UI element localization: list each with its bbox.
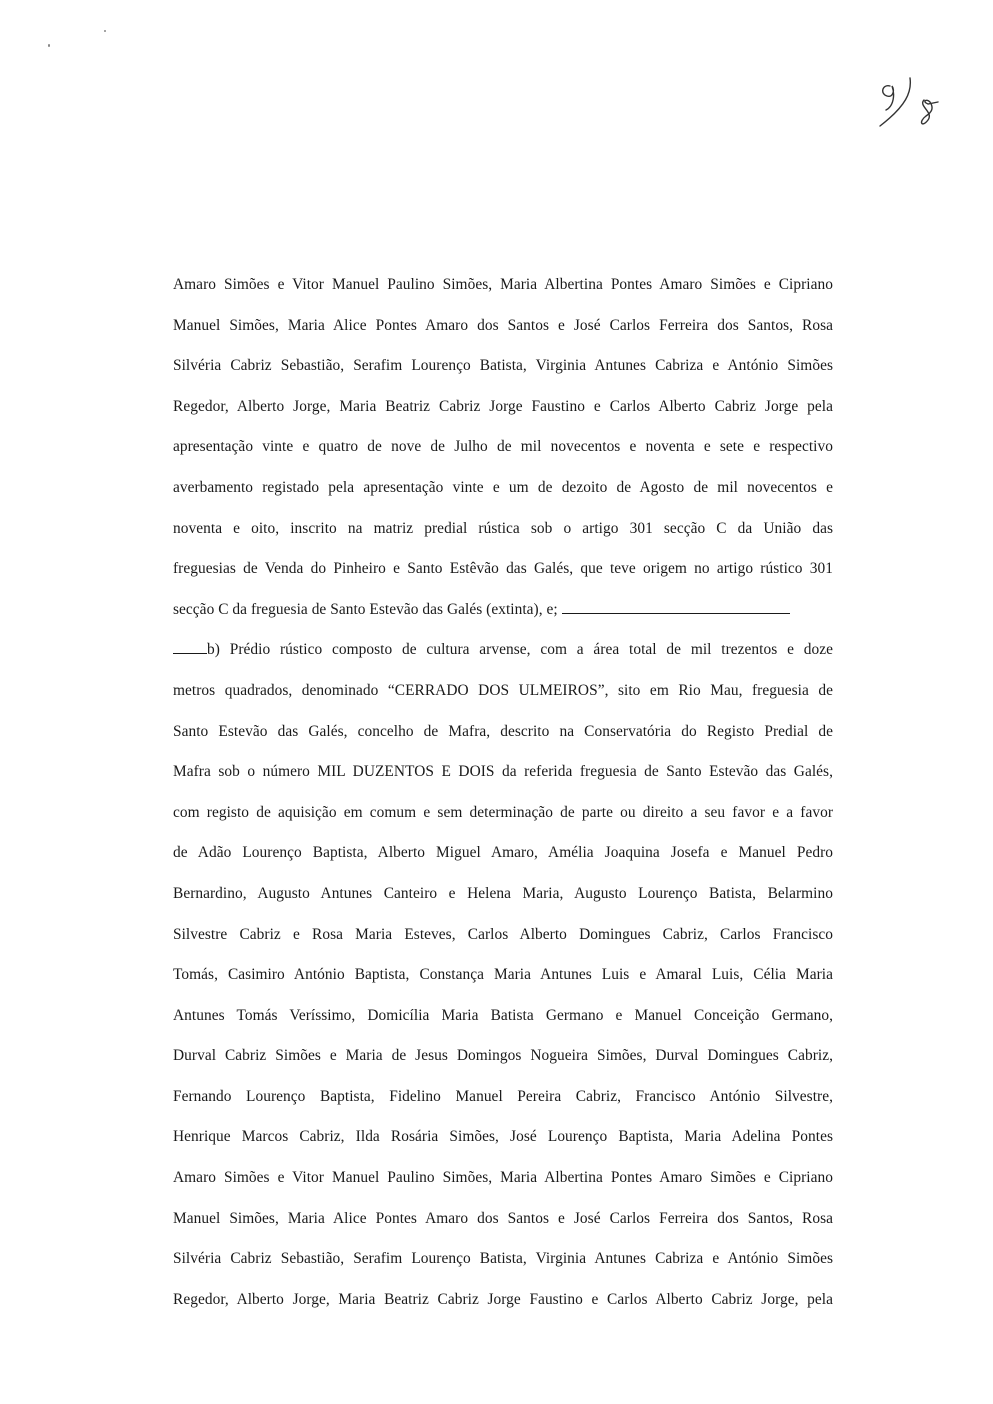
fill-in-blank-line xyxy=(562,601,790,614)
text-line: freguesias de Venda do Pinheiro e Santo Estêvão das Galés, que teve origem no artigo rústico 301 xyxy=(173,560,833,578)
paragraph-b xyxy=(173,671,833,1321)
text-line: apresentação vinte e quatro de nove de Julho de mil novecentos e noventa e sete e respectivo xyxy=(173,438,833,456)
text-line: Santo Estevão das Galés, concelho de Mafra, descrito na Conservatória do Registo Predial de xyxy=(173,722,833,740)
text-line: de Adão Lourenço Baptista, Alberto Miguel Amaro, Amélia Joaquina Josefa e Manuel Pedro xyxy=(173,844,833,862)
text-line: Regedor, Alberto Jorge, Maria Beatriz Cabriz Jorge Faustino e Carlos Alberto Cabriz Jorge, pela xyxy=(173,1290,833,1308)
scan-speck xyxy=(104,30,106,32)
paragraph-a xyxy=(173,265,833,590)
text-line: Antunes Tomás Veríssimo, Domicília Maria Batista Germano e Manuel Conceição Germano, xyxy=(173,1006,833,1024)
text-line: Henrique Marcos Cabriz, Ilda Rosária Simões, José Lourenço Baptista, Maria Adelina Pontes xyxy=(173,1128,833,1146)
text-line: Manuel Simões, Maria Alice Pontes Amaro dos Santos e José Carlos Ferreira dos Santos, Rosa xyxy=(173,1209,833,1227)
paragraph-a-closing-line: secção C da freguesia de Santo Estevão das Galés (extinta), e; xyxy=(173,590,833,631)
text-line: Bernardino, Augusto Antunes Canteiro e Helena Maria, Augusto Lourenço Batista, Belarmino xyxy=(173,884,833,902)
paragraph-b-first-line: b) Prédio rústico composto de cultura arvense, com a área total de mil trezentos e doze xyxy=(173,630,833,671)
text-line: Silvéria Cabriz Sebastião, Serafim Lourenço Batista, Virginia Antunes Cabriza e António Simões xyxy=(173,1250,833,1268)
text-line: Fernando Lourenço Baptista, Fidelino Manuel Pereira Cabriz, Francisco António Silvestre, xyxy=(173,1087,833,1105)
scan-speck xyxy=(48,44,50,47)
document-body xyxy=(173,265,833,1320)
text-line: Silvestre Cabriz e Rosa Maria Esteves, Carlos Alberto Domingues Cabriz, Carlos Francisco xyxy=(173,925,833,943)
text-line: Tomás, Casimiro António Baptista, Constança Maria Antunes Luis e Amaral Luis, Célia Maria xyxy=(173,966,833,984)
handwritten-page-number xyxy=(868,72,948,142)
text-line: Amaro Simões e Vitor Manuel Paulino Simões, Maria Albertina Pontes Amaro Simões e Cipriano xyxy=(173,1169,833,1187)
text-line: averbamento registado pela apresentação vinte e um de dezoito de Agosto de mil novecentos e xyxy=(173,478,833,496)
text-line: Regedor, Alberto Jorge, Maria Beatriz Cabriz Jorge Faustino e Carlos Alberto Cabriz Jorge pela xyxy=(173,397,833,415)
text-line: Amaro Simões e Vitor Manuel Paulino Simões, Maria Albertina Pontes Amaro Simões e Cipriano xyxy=(173,276,833,293)
text-line: com registo de aquisição em comum e sem determinação de parte ou direito a seu favor e a favor xyxy=(173,803,833,821)
text-line: metros quadrados, denominado “CERRADO DOS ULMEIROS”, sito em Rio Mau, freguesia de xyxy=(173,681,833,699)
text-line: Silvéria Cabriz Sebastião, Serafim Lourenço Batista, Virginia Antunes Cabriza e António Simões xyxy=(173,357,833,375)
text-line: Durval Cabriz Simões e Maria de Jesus Domingos Nogueira Simões, Durval Domingues Cabriz, xyxy=(173,1047,833,1065)
leading-blank-line xyxy=(173,641,207,654)
text-line: noventa e oito, inscrito na matriz predial rústica sob o artigo 301 secção C da União das xyxy=(173,519,833,537)
text-line: Manuel Simões, Maria Alice Pontes Amaro dos Santos e José Carlos Ferreira dos Santos, Rosa xyxy=(173,316,833,334)
text-line: Mafra sob o número MIL DUZENTOS E DOIS da referida freguesia de Santo Estevão das Galés, xyxy=(173,763,833,781)
